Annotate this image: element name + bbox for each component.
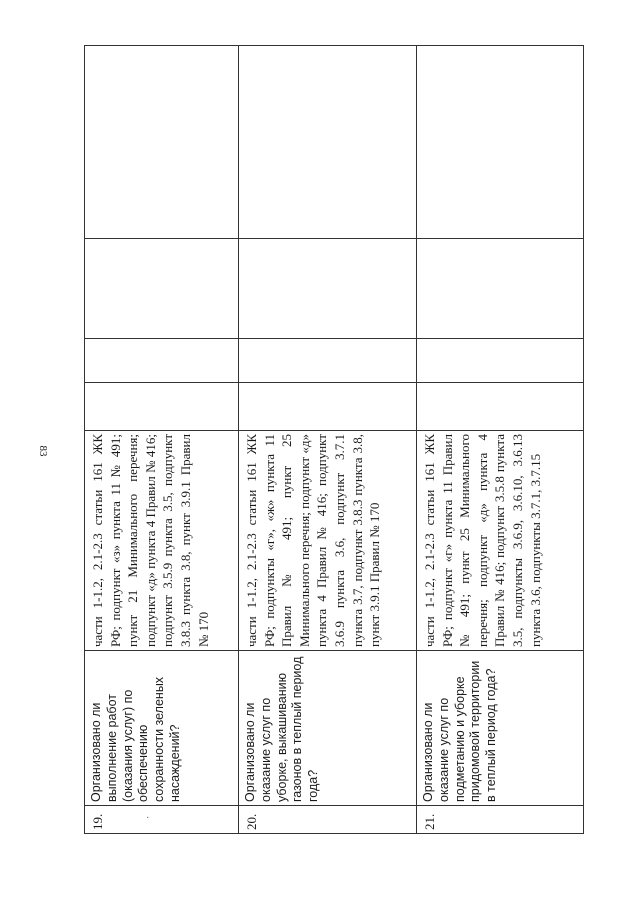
question-cell: Организовано ли оказание услуг по уборке, выкашиванию газонов в теплый период года?	[239, 651, 417, 806]
page-number: 83	[37, 445, 49, 457]
answer-cell-na	[85, 239, 239, 339]
answer-cell-no	[417, 339, 584, 383]
answer-cell-yes	[417, 383, 584, 431]
notes-cell	[417, 46, 584, 239]
rotated-table-container	[84, 46, 583, 834]
checklist-table-region	[84, 46, 583, 834]
row-number: 21.	[417, 806, 584, 834]
answer-cell-yes	[239, 383, 417, 431]
table-row	[85, 46, 239, 834]
notes-cell	[239, 46, 417, 239]
legal-basis-cell: части 1-1.2, 2.1-2.3 статьи 161 ЖК РФ; подпункты «г», «ж» пункта 11 Правил № 491; пункт 25 Минимального перечня; подпункт «д» пункта 4 Правил № 416; подпункт 3.6.9 пункта 3.6, подпункт 3.7.1 пункта 3.7, подпункт 3.8.3 пункта 3.8, пункт 3.9.1 Правил № 170	[239, 431, 417, 651]
answer-cell-na	[239, 239, 417, 339]
row-number: 20.	[239, 806, 417, 834]
table-row	[417, 46, 584, 834]
answer-cell-no	[85, 339, 239, 383]
row-number: 19.	[85, 806, 239, 834]
legal-basis-cell: части 1-1.2, 2.1-2.3 статьи 161 ЖК РФ; подпункт «г» пункта 11 Правил № 491; пункт 25 Минимального перечня; подпункт «д» пункта 4 Правил № 416; подпункт 3.5.8 пункта 3.5, подпункты 3.6.9, 3.6.10, 3.6.13 пункта 3.6, подпункты 3.7.1, 3.7.15	[417, 431, 584, 651]
scan-mark: ·	[146, 813, 150, 824]
answer-cell-na	[417, 239, 584, 339]
legal-basis-cell: части 1-1.2, 2.1-2.3 статьи 161 ЖК РФ; подпункт «з» пункта 11 № 491; пункт 21 Минимального перечня; подпункт «д» пункта 4 Правил № 416; подпункт 3.5.9 пункта 3.5, подпункт 3.8.3 пункта 3.8, пункт 3.9.1 Правил № 170	[85, 431, 239, 651]
question-cell: Организовано ли выполнение работ (оказания услуг) по обеспечению сохранности зеленых насаждений?	[85, 651, 239, 806]
answer-cell-no	[239, 339, 417, 383]
answer-cell-yes	[85, 383, 239, 431]
question-cell: Организовано ли оказание услуг по подметанию и уборке придомовой территории в теплый период года?	[417, 651, 584, 806]
table-row	[239, 46, 417, 834]
checklist-table	[84, 45, 584, 834]
notes-cell	[85, 46, 239, 239]
